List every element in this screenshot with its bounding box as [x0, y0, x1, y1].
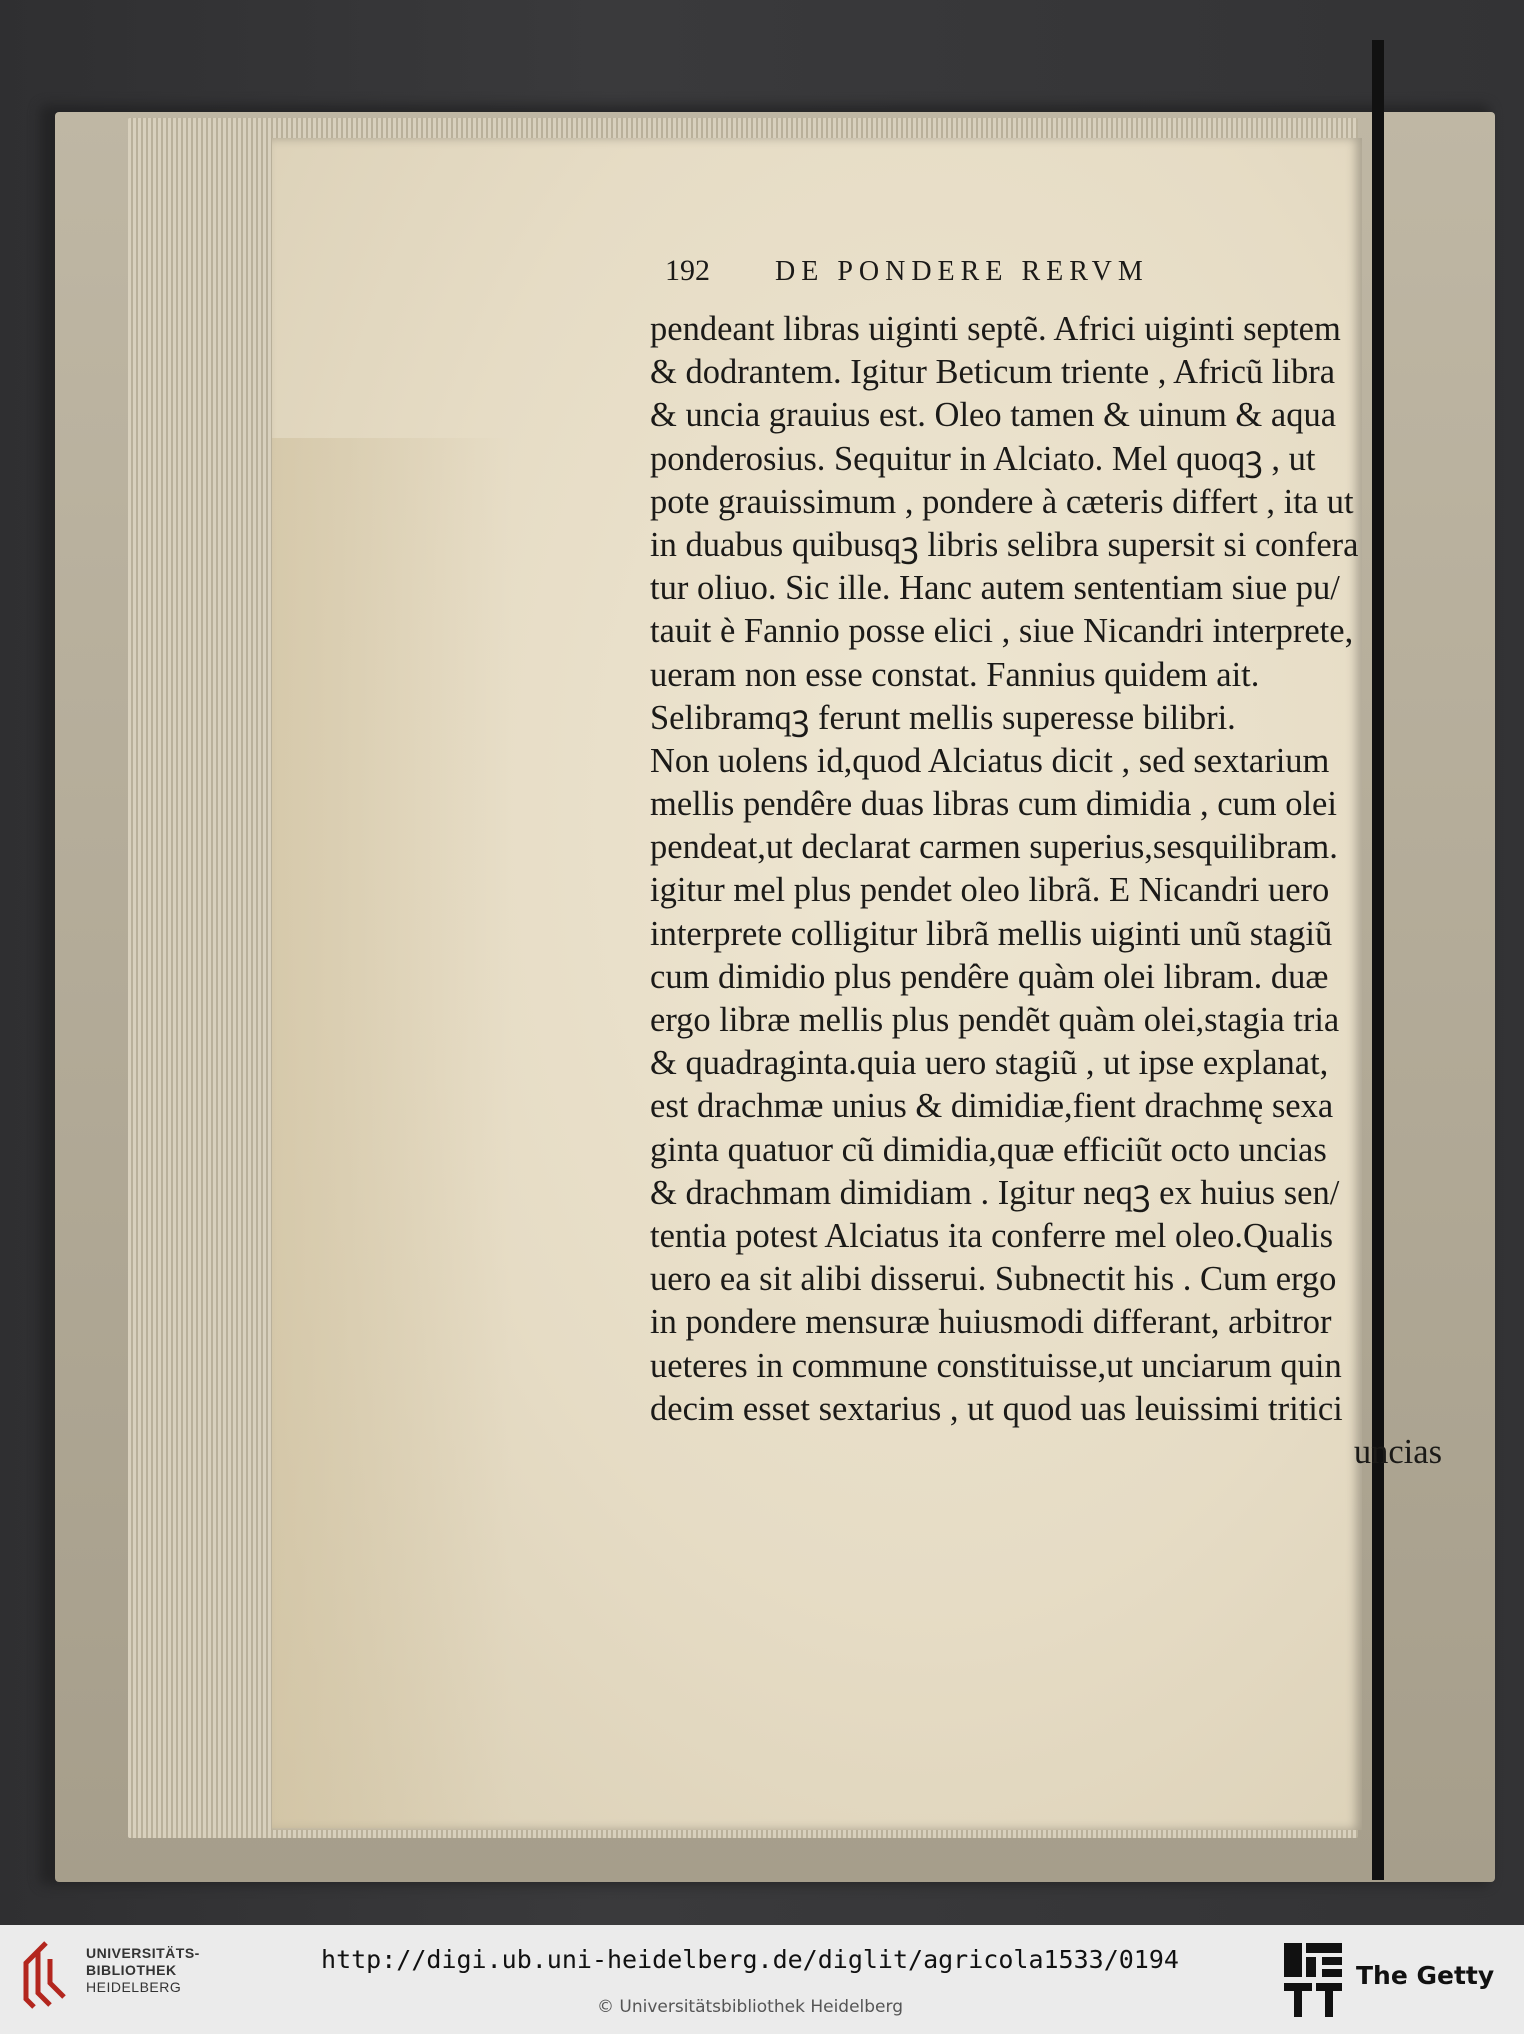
- text-line: Selibramqꝫ ferunt mellis superesse bilibri.: [650, 698, 1236, 737]
- text-line: & dodrantem. Igitur Beticum triente , Africũ libra: [650, 353, 1336, 392]
- text-line: ueteres in commune constituisse,ut unciarum quin: [650, 1346, 1342, 1385]
- text-line: tentia potest Alciatus ita conferre mel oleo.Qualis: [650, 1216, 1334, 1255]
- library-name: [86, 1945, 200, 1996]
- text-line: ponderosius. Sequitur in Alciato. Mel quoqꝫ , ut: [650, 439, 1316, 478]
- catchword: uncias: [1353, 1432, 1442, 1471]
- page-number: 192: [665, 254, 710, 287]
- ub-heidelberg-logo-icon[interactable]: [16, 1939, 76, 2017]
- running-title: DE PONDERE RERVM: [775, 256, 1149, 287]
- getty-logo-icon[interactable]: [1282, 1941, 1344, 2021]
- running-head: [665, 254, 1305, 298]
- text-line: ueram non esse constat. Fannius quidem ait.: [650, 655, 1260, 694]
- permalink-url[interactable]: http://digi.ub.uni-heidelberg.de/diglit/agricola1533/0194: [321, 1945, 1179, 1974]
- getty-label: The Getty: [1356, 1961, 1495, 1990]
- copyright-notice: © Universitätsbibliothek Heidelberg: [596, 1997, 903, 2017]
- text-line: est drachmæ unius & dimidiæ,fient drachmę sexa: [650, 1087, 1334, 1126]
- text-line: Non uolens id,quod Alciatus dicit , sed sextarium: [650, 741, 1330, 780]
- text-line: in pondere mensuræ huiusmodi differant, arbitror: [650, 1303, 1332, 1342]
- text-line: ginta quatuor cũ dimidia,quæ efficiũt octo uncias: [650, 1130, 1327, 1169]
- text-line: tur oliuo. Sic ille. Hanc autem sententiam siue pu/: [650, 569, 1340, 608]
- text-line: pendeant libras uiginti septẽ. Africi uiginti septem: [650, 310, 1341, 348]
- text-line: & quadraginta.quia uero stagiũ , ut ipse explanat,: [650, 1044, 1329, 1083]
- text-line: uero ea sit alibi disserui. Subnectit his . Cum ergo: [650, 1260, 1337, 1299]
- text-line: pendeat,ut declarat carmen superius,sesquilibram.: [650, 828, 1338, 867]
- text-line: ergo libræ mellis plus pendẽt quàm olei,stagia tria: [650, 1001, 1340, 1039]
- text-line: decim esset sextarius , ut quod uas leuissimi tritici: [650, 1389, 1343, 1428]
- text-line: & drachmam dimidiam . Igitur neqꝫ ex huius sen/: [650, 1173, 1340, 1212]
- text-line: in duabus quibusqꝫ libris selibra supersit si confera: [650, 525, 1359, 564]
- page-stain: [272, 438, 512, 1828]
- library-name-line: HEIDELBERG: [86, 1979, 182, 1995]
- text-line: mellis pendêre duas libras cum dimidia , cum olei: [650, 785, 1337, 824]
- text-line: tauit è Fannio posse elici , siue Nicandri interprete,: [650, 612, 1354, 651]
- library-name-line: BIBLIOTHEK: [86, 1962, 177, 1978]
- text-line: & uncia grauius est. Oleo tamen & uinum & aqua: [650, 396, 1337, 435]
- text-line: pote grauissimum , pondere à cæteris differt , ita ut: [650, 482, 1354, 521]
- viewer-footer: [0, 1925, 1524, 2034]
- body-text: [650, 308, 1460, 1474]
- library-name-line: UNIVERSITÄTS-: [86, 1945, 200, 1961]
- text-line: interprete colligitur librã mellis uiginti unũ stagiũ: [650, 914, 1333, 953]
- text-line: cum dimidio plus pendêre quàm olei libram. duæ: [650, 957, 1329, 996]
- text-line: igitur mel plus pendet oleo librã. E Nicandri uero: [650, 871, 1330, 910]
